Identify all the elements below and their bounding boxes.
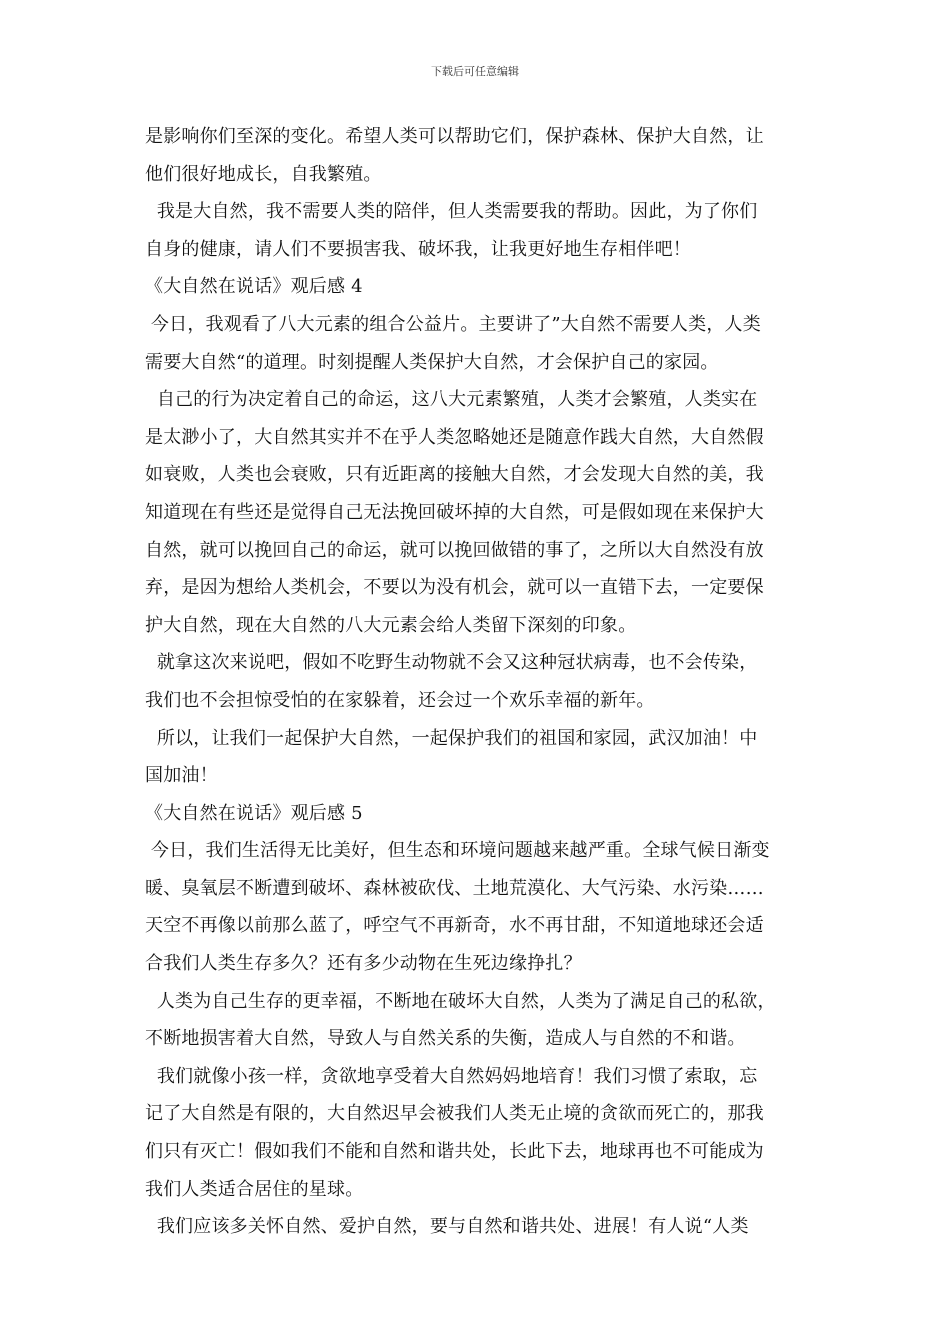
text-line: 我们就像小孩一样，贪欲地享受着大自然妈妈地培育！我们习惯了索取，忘 [145, 1065, 758, 1087]
page-header-note: 下载后可任意编辑 [431, 65, 519, 78]
text-line: 护大自然，现在大自然的八大元素会给人类留下深刻的印象。 [145, 614, 637, 636]
text-line: 记了大自然是有限的，大自然迟早会被我们人类无止境的贪欲而死亡的，那我 [145, 1103, 764, 1125]
text-line: 弃，是因为想给人类机会，不要以为没有机会，就可以一直错下去，一定要保 [145, 577, 764, 599]
text-line: 需要大自然“的道理。时刻提醒人类保护大自然，才会保护自己的家园。 [145, 351, 719, 373]
text-line: 是影响你们至深的变化。希望人类可以帮助它们，保护森林、保护大自然，让 [145, 126, 764, 147]
text-line: 今日，我观看了八大元素的组合公益片。主要讲了”大自然不需要人类，人类 [145, 313, 761, 335]
text-line: 自己的行为决定着自己的命运，这八大元素繁殖，人类才会繁殖，人类实在 [145, 389, 758, 411]
text-line: 我是大自然，我不需要人类的陪伴，但人类需要我的帮助。因此，为了你们 [145, 201, 758, 223]
text-line: 就拿这次来说吧，假如不吃野生动物就不会又这种冠状病毒，也不会传染， [145, 652, 758, 674]
text-line: 自身的健康，请人们不要损害我、破坏我，让我更好地生存相伴吧！ [145, 238, 691, 260]
text-line: 国加油！ [145, 765, 218, 787]
text-line: 人类为自己生存的更幸福，不断地在破坏大自然，人类为了满足自己的私欲， [145, 990, 776, 1012]
text-line: 合我们人类生存多久？还有多少动物在生死边缘挣扎？ [145, 953, 582, 975]
text-line: 暖、臭氧层不断遭到破坏、森林被砍伐、土地荒漠化、大气污染、水污染…… [145, 877, 764, 899]
text-line: 是太渺小了，大自然其实并不在乎人类忽略她还是随意作践大自然，大自然假 [145, 426, 764, 448]
text-line: 不断地损害着大自然，导致人与自然关系的失衡，造成人与自然的不和谐。 [145, 1028, 746, 1050]
text-line: 天空不再像以前那么蓝了，呼空气不再新奇，水不再甘甜，不知道地球还会适 [145, 915, 764, 937]
text-line: 知道现在有些还是觉得自己无法挽回破坏掉的大自然，可是假如现在来保护大 [145, 501, 764, 523]
text-line: 我们应该多关怀自然、爱护自然，要与自然和谐共处、进展！有人说“人类 [145, 1216, 749, 1238]
document-body [145, 118, 825, 1246]
text-line: 所以，让我们一起保护大自然，一起保护我们的祖国和家园，武汉加油！中 [145, 727, 758, 749]
text-line: 如衰败，人类也会衰败，只有近距离的接触大自然，才会发现大自然的美，我 [145, 464, 764, 486]
section-heading: 《大自然在说话》观后感 4 [145, 276, 363, 298]
text-line: 我们也不会担惊受怕的在家躲着，还会过一个欢乐幸福的新年。 [145, 689, 655, 711]
text-line: 今日，我们生活得无比美好，但生态和环境问题越来越严重。全球气候日渐变 [145, 840, 770, 862]
text-line: 自然，就可以挽回自己的命运，就可以挽回做错的事了，之所以大自然没有放 [145, 539, 764, 561]
text-line: 他们很好地成长，自我繁殖。 [145, 163, 382, 185]
text-line: 们只有灭亡！假如我们不能和自然和谐共处，长此下去，地球再也不可能成为 [145, 1141, 764, 1163]
section-heading: 《大自然在说话》观后感 5 [145, 802, 363, 824]
text-line: 我们人类适合居住的星球。 [145, 1178, 364, 1200]
